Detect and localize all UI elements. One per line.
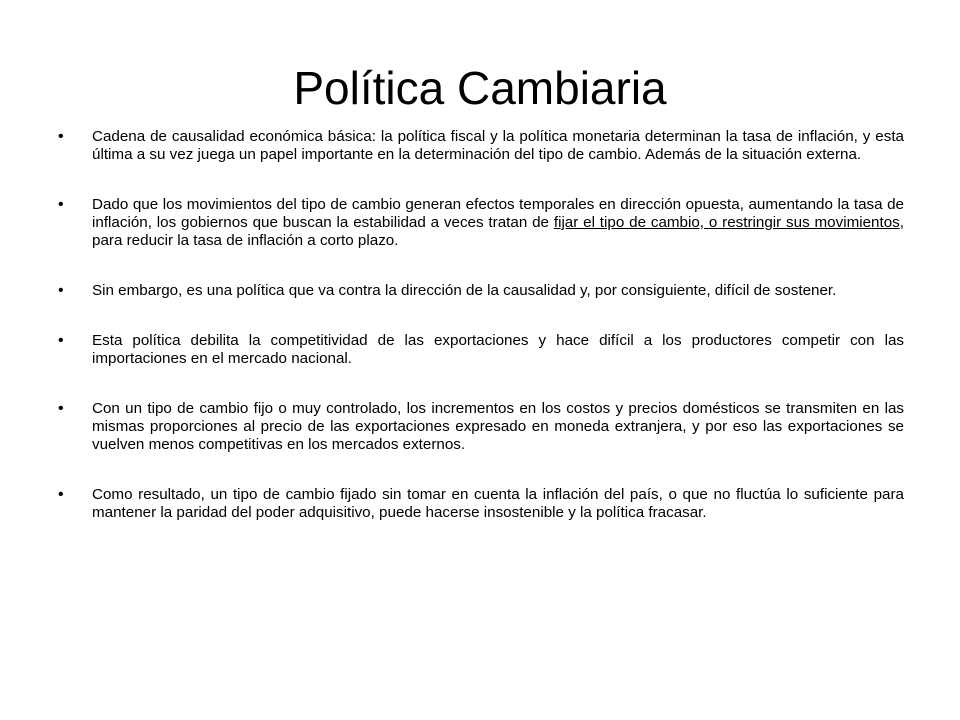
bullet-text-before: Dado que los movimientos del tipo de cambio generan efectos temporales en dirección opuesta, aumentando la tasa de inflación, los gobiernos que buscan la estabilidad a veces tratan de xyxy=(92,196,904,231)
bullet-exchange-rate-fixing xyxy=(58,196,904,250)
slide-title: Política Cambiaria xyxy=(293,62,667,114)
bullet-hard-to-sustain: • Sin embargo, es una política que va contra la dirección de la causalidad y, por consiguiente, difícil de sostener. xyxy=(58,282,904,300)
bullet-causality-chain: • Cadena de causalidad económica básica: la política fiscal y la política monetaria determinan la tasa de inflación, y esta última a su vez juega un papel importante en la determinación del tipo de cambio. Además de la situación externa. xyxy=(58,128,904,164)
bullet-list xyxy=(58,128,904,554)
bullet-fixed-rate-costs: • Con un tipo de cambio fijo o muy controlado, los incrementos en los costos y precios domésticos se transmiten en las mismas proporciones al precio de las exportaciones expresado en moneda extranjera, y por eso las exportaciones se vuelven menos competitivas en los mercados externos. xyxy=(58,400,904,454)
underlined-phrase: fijar el tipo de cambio, o restringir sus movimientos xyxy=(553,214,900,231)
bullet-unsustainable-policy: • Como resultado, un tipo de cambio fijado sin tomar en cuenta la inflación del país, o que no fluctúa lo suficiente para mantener la paridad del poder adquisitivo, puede hacerse insostenible y la política fracasar. xyxy=(58,486,904,522)
bullet-export-competitiveness: • Esta política debilita la competitividad de las exportaciones y hace difícil a los productores competir con las importaciones en el mercado nacional. xyxy=(58,332,904,368)
bullet-text-after: , para reducir la tasa de inflación a corto plazo. xyxy=(92,214,904,249)
